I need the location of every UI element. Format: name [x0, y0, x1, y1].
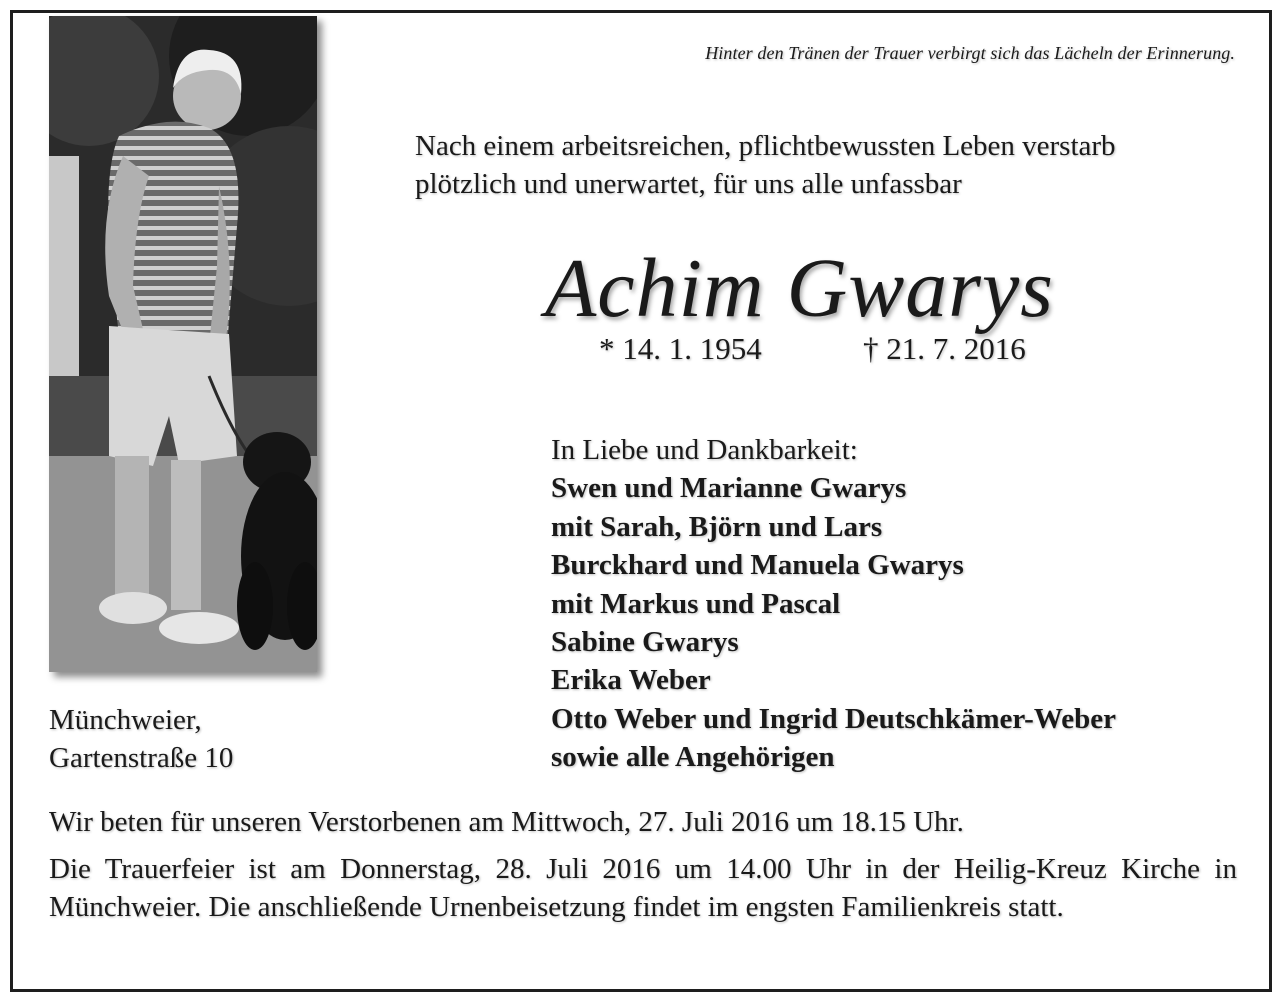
deceased-name: Achim Gwarys: [545, 242, 1054, 335]
portrait-photo: [49, 16, 317, 672]
intro-text: [415, 127, 1245, 203]
mourner-line: Erika Weber: [551, 664, 711, 697]
mourners-list: [551, 431, 1251, 777]
address-street: Gartenstraße 10: [49, 742, 234, 774]
birth-date: * 14. 1. 1954: [599, 331, 762, 366]
mourner-line: Sabine Gwarys: [551, 626, 739, 659]
man-with-poodle-photo: [49, 16, 317, 672]
mourner-line: mit Markus und Pascal: [551, 587, 841, 620]
mourner-line: Burckhard und Manuela Gwarys: [551, 549, 964, 582]
obituary-notice: [10, 10, 1272, 992]
address-town: Münchweier,: [49, 704, 202, 736]
mourner-line: sowie alle Angehörigen: [551, 741, 835, 774]
mourner-line: Swen und Marianne Gwarys: [551, 472, 907, 505]
mourners-heading: In Liebe und Dankbarkeit:: [551, 434, 858, 466]
intro-line: plötzlich und unerwartet, für uns alle unfassbar: [415, 168, 962, 200]
intro-line: Nach einem arbeitsreichen, pflichtbewussten Leben verstarb: [415, 130, 1116, 162]
mourner-line: mit Sarah, Björn und Lars: [551, 510, 883, 543]
mourner-line: Otto Weber und Ingrid Deutschkämer-Weber: [551, 702, 1116, 735]
motto-quote: Hinter den Tränen der Trauer verbirgt sich das Lächeln der Erinnerung.: [705, 43, 1235, 63]
mourning-address: [49, 701, 233, 777]
death-date: † 21. 7. 2016: [863, 331, 1026, 366]
funeral-notice: Die Trauerfeier ist am Donnerstag, 28. Juli 2016 um 14.00 Uhr in der Heilig-Kreuz Kirche in Münchweier. Die anschließende Urnenbeisetzung findet im engsten Familienkreis statt.: [49, 853, 1237, 923]
prayer-notice: Wir beten für unseren Verstorbenen am Mittwoch, 27. Juli 2016 um 18.15 Uhr.: [49, 806, 964, 838]
